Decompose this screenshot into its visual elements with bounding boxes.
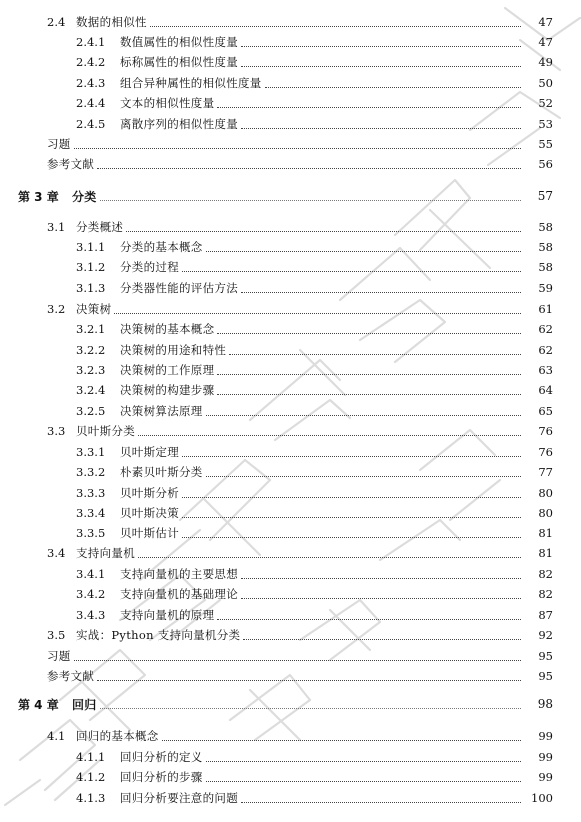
toc-entry-page-number: 81 [538, 526, 553, 540]
toc-entry[interactable] [0, 401, 581, 421]
toc-entry-page-number: 49 [538, 55, 553, 69]
dot-leader [97, 168, 521, 169]
toc-entry-page-number: 80 [538, 506, 553, 520]
toc-entry[interactable] [0, 625, 581, 645]
toc-entry-title: 朴素贝叶斯分类 [120, 465, 203, 479]
toc-entry-title: 组合异种属性的相似性度量 [120, 76, 262, 90]
toc-entry-title: 支持向量机 [76, 546, 135, 560]
toc-entry-page-number: 55 [538, 137, 553, 151]
toc-entry[interactable] [0, 605, 581, 625]
toc-entry-title: 决策树的用途和特性 [120, 343, 227, 357]
dot-leader [217, 374, 521, 375]
dot-leader [182, 497, 521, 498]
toc-entry[interactable] [0, 421, 581, 441]
dot-leader [114, 313, 521, 314]
toc-entry-number: 3.4.2 [76, 587, 106, 601]
toc-entry[interactable] [0, 73, 581, 93]
toc-entry-title: 分类概述 [76, 220, 124, 234]
toc-entry-page-number: 99 [538, 750, 553, 764]
toc-entry[interactable] [0, 462, 581, 482]
toc-entry[interactable] [0, 154, 581, 174]
toc-entry[interactable] [0, 646, 581, 666]
dot-leader [182, 271, 521, 272]
toc-entry-number: 2.4.5 [76, 117, 106, 131]
dot-leader [126, 231, 521, 232]
dot-leader [182, 517, 521, 518]
toc-entry-page-number: 56 [538, 157, 553, 171]
toc-entry-page-number: 95 [538, 669, 553, 683]
toc-entry[interactable] [0, 360, 581, 380]
toc-entry-title: 贝叶斯分析 [120, 486, 179, 500]
toc-entry-title: 回归的基本概念 [76, 729, 159, 743]
dot-leader [241, 598, 521, 599]
toc-entry-number: 4.1.3 [76, 791, 106, 805]
toc-entry-number: 3.4 [47, 546, 66, 560]
toc-entry-page-number: 92 [538, 628, 553, 642]
toc-entry-number: 3.2.1 [76, 322, 106, 336]
dot-leader [241, 578, 521, 579]
toc-entry-number: 3.2.2 [76, 343, 106, 357]
toc-entry-title: 实战：Python 支持向量机分类 [76, 628, 241, 642]
dot-leader [100, 200, 521, 201]
toc-entry-title: 分类的过程 [120, 260, 179, 274]
toc-entry[interactable] [0, 767, 581, 787]
toc-entry[interactable] [0, 278, 581, 298]
toc-entry-page-number: 76 [538, 445, 553, 459]
toc-entry-title: 贝叶斯估计 [120, 526, 179, 540]
toc-entry-title: 回归分析要注意的问题 [120, 791, 238, 805]
dot-leader [162, 740, 521, 741]
toc-entry-page-number: 58 [538, 220, 553, 234]
toc-entry-page-number: 95 [538, 649, 553, 663]
toc-entry-title: 参考文献 [47, 669, 95, 683]
toc-entry[interactable] [0, 340, 581, 360]
toc-entry-page-number: 99 [538, 729, 553, 743]
dot-leader [100, 708, 521, 709]
toc-entry-page-number: 63 [538, 363, 553, 377]
toc-entry-number: 2.4.3 [76, 76, 106, 90]
toc-entry-number: 3.1.2 [76, 260, 106, 274]
toc-entry-page-number: 57 [537, 189, 553, 203]
toc-entry-number: 2.4.1 [76, 35, 106, 49]
toc-entry-number: 3.3 [47, 424, 66, 438]
toc-entry-title: 回归 [72, 697, 97, 712]
toc-entry-number: 3.4.1 [76, 567, 106, 581]
toc-entry-number: 4.1.1 [76, 750, 106, 764]
dot-leader [241, 66, 521, 67]
toc-entry[interactable] [0, 299, 581, 319]
dot-leader [97, 680, 521, 681]
toc-entry-title: 习题 [47, 649, 71, 663]
dot-leader [241, 128, 521, 129]
dot-leader [241, 292, 521, 293]
toc-entry[interactable] [0, 788, 581, 808]
toc-entry-title: 贝叶斯决策 [120, 506, 179, 520]
toc-entry-page-number: 62 [538, 322, 553, 336]
toc-entry-number: 3.2.5 [76, 404, 106, 418]
toc-entry[interactable] [0, 134, 581, 154]
toc-entry-page-number: 62 [538, 343, 553, 357]
toc-entry-page-number: 50 [538, 76, 553, 90]
dot-leader [74, 660, 521, 661]
toc-entry-page-number: 59 [538, 281, 553, 295]
dot-leader [241, 802, 521, 803]
toc-entry-title: 分类 [72, 189, 97, 204]
dot-leader [206, 761, 521, 762]
toc-entry[interactable] [0, 32, 581, 52]
toc-entry-number: 3.4.3 [76, 608, 106, 622]
toc-entry-title: 支持向量机的主要思想 [120, 567, 238, 581]
toc-entry-page-number: 58 [538, 260, 553, 274]
toc-entry-title: 决策树的构建步骤 [120, 383, 215, 397]
toc-entry[interactable] [0, 442, 581, 462]
toc-chapter-entry[interactable] [0, 694, 581, 714]
toc-chapter-entry[interactable] [0, 186, 581, 206]
toc-entry-page-number: 76 [538, 424, 553, 438]
toc-entry-title: 习题 [47, 137, 71, 151]
dot-leader [217, 394, 521, 395]
dot-leader [206, 781, 521, 782]
toc-entry[interactable] [0, 483, 581, 503]
dot-leader [229, 354, 521, 355]
toc-entry-number: 第 4 章 [18, 697, 59, 712]
toc-entry-title: 贝叶斯分类 [76, 424, 135, 438]
toc-entry-page-number: 47 [538, 15, 553, 29]
toc-entry-title: 数值属性的相似性度量 [120, 35, 238, 49]
dot-leader [182, 456, 521, 457]
toc-entry-page-number: 58 [538, 240, 553, 254]
toc-entry-title: 离散序列的相似性度量 [120, 117, 238, 131]
toc-entry-number: 3.2 [47, 302, 66, 316]
dot-leader [217, 333, 521, 334]
toc-entry-title: 贝叶斯定理 [120, 445, 179, 459]
toc-entry[interactable] [0, 564, 581, 584]
toc-entry-number: 3.3.4 [76, 506, 106, 520]
toc-entry-page-number: 64 [538, 383, 553, 397]
toc-entry-number: 2.4.2 [76, 55, 106, 69]
toc-entry-number: 3.2.4 [76, 383, 106, 397]
dot-leader [217, 619, 521, 620]
toc-entry[interactable] [0, 523, 581, 543]
toc-entry[interactable] [0, 543, 581, 563]
toc-entry-number: 4.1.2 [76, 770, 106, 784]
toc-entry[interactable] [0, 237, 581, 257]
toc-entry-title: 回归分析的步骤 [120, 770, 203, 784]
toc-entry[interactable] [0, 503, 581, 523]
dot-leader [243, 639, 521, 640]
dot-leader [241, 46, 521, 47]
toc-entry-page-number: 82 [538, 567, 553, 581]
toc-entry[interactable] [0, 114, 581, 134]
toc-entry-number: 3.3.3 [76, 486, 106, 500]
dot-leader [138, 557, 521, 558]
toc-entry[interactable] [0, 52, 581, 72]
toc-entry[interactable] [0, 257, 581, 277]
toc-entry-number: 第 3 章 [18, 189, 59, 204]
dot-leader [182, 537, 521, 538]
toc-entry-title: 标称属性的相似性度量 [120, 55, 238, 69]
toc-entry[interactable] [0, 584, 581, 604]
toc-entry[interactable] [0, 380, 581, 400]
toc-entry-page-number: 99 [538, 770, 553, 784]
toc-entry-title: 分类器性能的评估方法 [120, 281, 238, 295]
dot-leader [206, 415, 521, 416]
toc-entry-title: 决策树的工作原理 [120, 363, 215, 377]
toc-entry-page-number: 81 [538, 546, 553, 560]
dot-leader [138, 435, 521, 436]
toc-entry[interactable] [0, 319, 581, 339]
toc-entry-number: 3.1.3 [76, 281, 106, 295]
dot-leader [206, 251, 521, 252]
toc-entry-page-number: 98 [537, 697, 553, 711]
toc-entry-number: 3.3.2 [76, 465, 106, 479]
toc-entry-title: 决策树算法原理 [120, 404, 203, 418]
toc-entry-page-number: 65 [538, 404, 553, 418]
toc-entry-number: 2.4.4 [76, 96, 106, 110]
toc-entry-number: 3.5 [47, 628, 66, 642]
toc-entry-page-number: 87 [538, 608, 553, 622]
toc-entry-title: 文本的相似性度量 [120, 96, 215, 110]
toc-entry-title: 支持向量机的原理 [120, 608, 215, 622]
toc-entry-number: 3.1 [47, 220, 66, 234]
toc-entry-page-number: 47 [538, 35, 553, 49]
toc-entry[interactable] [0, 666, 581, 686]
toc-entry-title: 分类的基本概念 [120, 240, 203, 254]
toc-entry-page-number: 82 [538, 587, 553, 601]
toc-entry-title: 数据的相似性 [76, 15, 147, 29]
toc-entry[interactable] [0, 747, 581, 767]
toc-entry-page-number: 61 [538, 302, 553, 316]
toc-entry-page-number: 100 [531, 791, 553, 805]
dot-leader [265, 87, 521, 88]
toc-entry[interactable] [0, 12, 581, 32]
toc-entry-number: 3.3.5 [76, 526, 106, 540]
toc-entry-page-number: 53 [538, 117, 553, 131]
toc-entry[interactable] [0, 726, 581, 746]
toc-entry-title: 回归分析的定义 [120, 750, 203, 764]
toc-entry-number: 3.1.1 [76, 240, 106, 254]
toc-entry-title: 支持向量机的基础理论 [120, 587, 238, 601]
toc-entry-number: 4.1 [47, 729, 66, 743]
dot-leader [150, 26, 521, 27]
toc-entry-page-number: 77 [538, 465, 553, 479]
toc-entry-title: 决策树 [76, 302, 112, 316]
toc-entry-number: 3.2.3 [76, 363, 106, 377]
toc-entry-title: 决策树的基本概念 [120, 322, 215, 336]
toc-entry-number: 2.4 [47, 15, 66, 29]
toc-entry-page-number: 52 [538, 96, 553, 110]
dot-leader [74, 148, 521, 149]
toc-entry[interactable] [0, 93, 581, 113]
toc-entry-number: 3.3.1 [76, 445, 106, 459]
dot-leader [206, 476, 521, 477]
toc-entry[interactable] [0, 217, 581, 237]
toc-entry-title: 参考文献 [47, 157, 95, 171]
dot-leader [217, 107, 521, 108]
toc-entry-page-number: 80 [538, 486, 553, 500]
